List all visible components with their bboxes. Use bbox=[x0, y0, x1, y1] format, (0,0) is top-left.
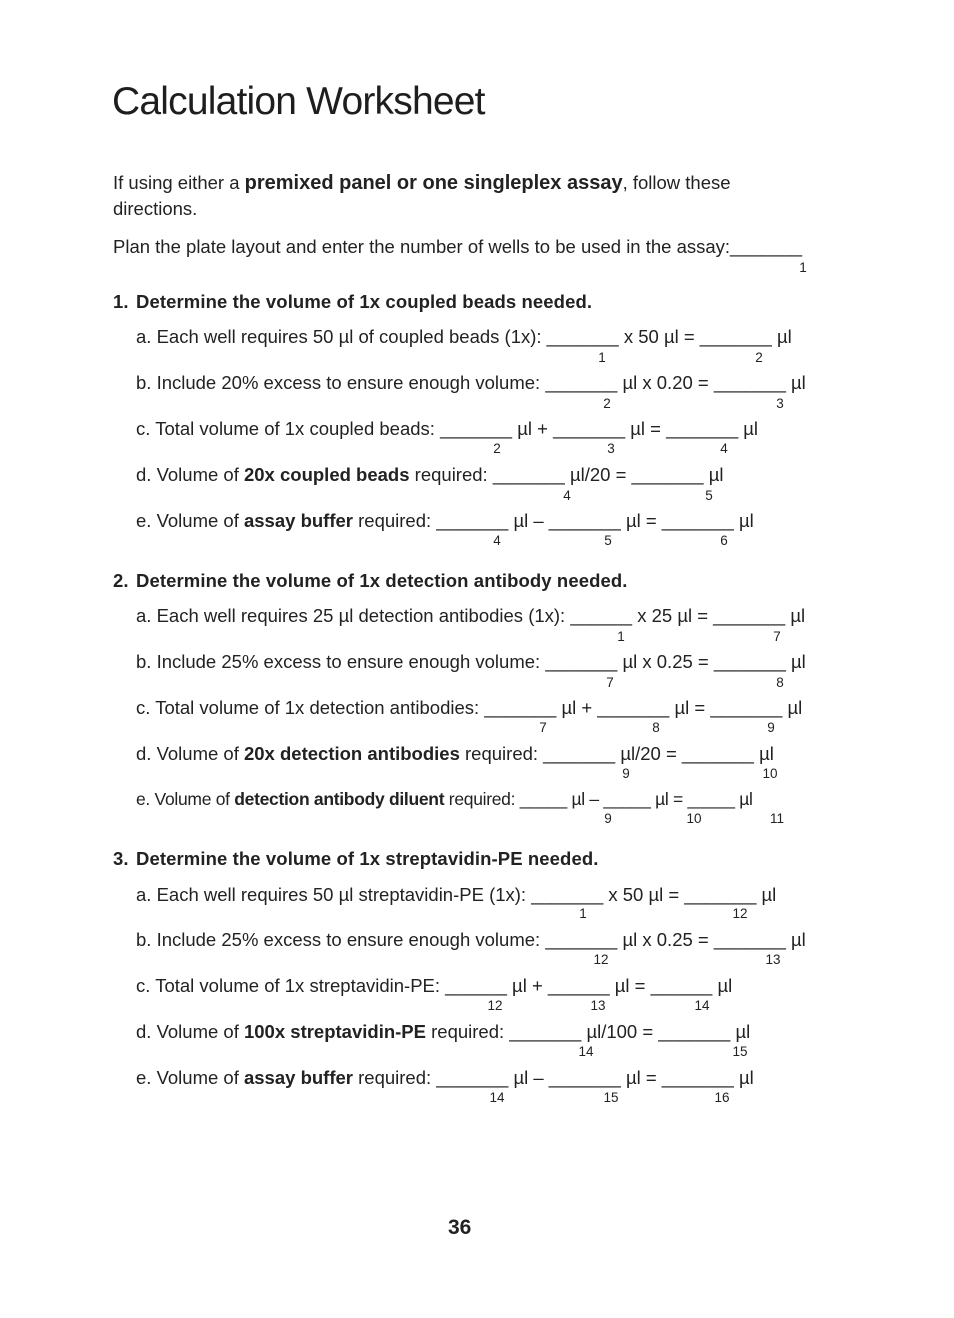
intro-post: , follow these directions. bbox=[113, 172, 731, 219]
line-3c: c. Total volume of 1x streptavidin-PE: ______ µl + ______ µl = ______ µl bbox=[136, 975, 733, 996]
sub-2b-1: 7 bbox=[606, 675, 614, 690]
sub-2c-3: 9 bbox=[767, 720, 775, 735]
line-2e-pre: e. Volume of bbox=[136, 789, 235, 809]
sub-2a-1: 1 bbox=[617, 629, 625, 644]
line-1e-post: required: _______ µl – _______ µl = _______ µl bbox=[352, 510, 754, 531]
line-3d-post: required: _______ µl/100 = _______ µl bbox=[425, 1021, 751, 1042]
sub-1d-2: 5 bbox=[705, 488, 713, 503]
sub-3e-3: 16 bbox=[714, 1090, 730, 1105]
line-3d-pre: d. Volume of bbox=[136, 1021, 244, 1042]
section-number: 1. bbox=[113, 291, 129, 312]
sub-2c-2: 8 bbox=[652, 720, 660, 735]
line-2d-bold: 20x detection antibodies bbox=[243, 743, 460, 764]
sub-3a-2: 12 bbox=[732, 906, 748, 921]
line-2e-bold: detection antibody diluent bbox=[234, 789, 445, 809]
sub-1c-1: 2 bbox=[493, 441, 501, 456]
sub-3c-3: 14 bbox=[694, 998, 710, 1013]
line-2c: c. Total volume of 1x detection antibodies: _______ µl + _______ µl = _______ µl bbox=[136, 697, 803, 718]
line-3d-bold: 100x streptavidin-PE bbox=[243, 1021, 426, 1042]
line-1b: b. Include 20% excess to ensure enough volume: _______ µl x 0.20 = _______ µl bbox=[136, 372, 806, 393]
line-2d bbox=[136, 743, 774, 765]
sub-1e-3: 6 bbox=[720, 533, 728, 548]
sub-2b-2: 8 bbox=[776, 675, 784, 690]
line-1e-bold: assay buffer bbox=[243, 510, 353, 531]
section-heading-text: Determine the volume of 1x detection antibody needed. bbox=[136, 570, 628, 591]
section-heading-text: Determine the volume of 1x streptavidin-PE needed. bbox=[136, 848, 599, 869]
line-3e-pre: e. Volume of bbox=[136, 1067, 244, 1088]
sub-2a-2: 7 bbox=[773, 629, 781, 644]
sub-3a-1: 1 bbox=[579, 906, 587, 921]
sub-3e-2: 15 bbox=[603, 1090, 619, 1105]
line-2d-pre: d. Volume of bbox=[136, 743, 244, 764]
line-2a: a. Each well requires 25 µl detection antibodies (1x): ______ x 25 µl = _______ µl bbox=[136, 605, 806, 626]
line-2b: b. Include 25% excess to ensure enough volume: _______ µl x 0.25 = _______ µl bbox=[136, 651, 806, 672]
section-number: 3. bbox=[113, 848, 129, 869]
section-number: 2. bbox=[113, 570, 129, 591]
sub-1c-2: 3 bbox=[607, 441, 615, 456]
sub-1a-1: 1 bbox=[598, 350, 606, 365]
plan-line: Plan the plate layout and enter the number of wells to be used in the assay:_______ bbox=[113, 236, 803, 257]
line-2e-post: required: _____ µl – _____ µl = _____ µl bbox=[444, 789, 753, 809]
intro-bold: premixed panel or one singleplex assay bbox=[244, 172, 623, 194]
sub-2d-2: 10 bbox=[762, 766, 778, 781]
sub-1a-2: 2 bbox=[755, 350, 763, 365]
sub-1d-1: 4 bbox=[563, 488, 571, 503]
line-1e-pre: e. Volume of bbox=[136, 510, 244, 531]
sub-1b-1: 2 bbox=[603, 396, 611, 411]
line-3e bbox=[136, 1067, 754, 1089]
page-title: Calculation Worksheet bbox=[112, 80, 485, 123]
sub-3e-1: 14 bbox=[489, 1090, 505, 1105]
line-3a: a. Each well requires 50 µl streptavidin-PE (1x): _______ x 50 µl = _______ µl bbox=[136, 884, 777, 905]
line-1c: c. Total volume of 1x coupled beads: _______ µl + _______ µl = _______ µl bbox=[136, 418, 759, 439]
sub-2e-3: 11 bbox=[769, 811, 785, 826]
sub-1e-2: 5 bbox=[604, 533, 612, 548]
line-2e bbox=[136, 789, 753, 810]
intro-paragraph bbox=[113, 170, 813, 221]
sub-3d-2: 15 bbox=[732, 1044, 748, 1059]
sub-3b-1: 12 bbox=[593, 952, 609, 967]
sub-2d-1: 9 bbox=[622, 766, 630, 781]
sub-2e-1: 9 bbox=[604, 811, 612, 826]
section-2-heading bbox=[113, 570, 628, 592]
sub-3c-1: 12 bbox=[487, 998, 503, 1013]
sub-1e-1: 4 bbox=[493, 533, 501, 548]
intro-pre: If using either a bbox=[113, 172, 245, 193]
sub-2e-2: 10 bbox=[686, 811, 702, 826]
sub-1b-2: 3 bbox=[776, 396, 784, 411]
sub-3d-1: 14 bbox=[578, 1044, 594, 1059]
line-3e-bold: assay buffer bbox=[243, 1067, 353, 1088]
line-3e-post: required: _______ µl – _______ µl = _______ µl bbox=[352, 1067, 754, 1088]
line-2d-post: required: _______ µl/20 = _______ µl bbox=[459, 743, 774, 764]
line-3b: b. Include 25% excess to ensure enough volume: _______ µl x 0.25 = _______ µl bbox=[136, 929, 806, 950]
sub-3b-2: 13 bbox=[765, 952, 781, 967]
line-1a: a. Each well requires 50 µl of coupled beads (1x): _______ x 50 µl = _______ µl bbox=[136, 326, 792, 347]
sub-2c-1: 7 bbox=[539, 720, 547, 735]
section-heading-text: Determine the volume of 1x coupled beads needed. bbox=[136, 291, 593, 312]
page-number: 36 bbox=[448, 1216, 472, 1239]
line-3d bbox=[136, 1021, 750, 1043]
sub-3c-2: 13 bbox=[590, 998, 606, 1013]
line-1d-pre: d. Volume of bbox=[136, 464, 244, 485]
sub-1c-3: 4 bbox=[720, 441, 728, 456]
section-3-heading bbox=[113, 848, 598, 870]
line-1d-post: required: _______ µl/20 = _______ µl bbox=[409, 464, 724, 485]
line-1d-bold: 20x coupled beads bbox=[243, 464, 410, 485]
line-1d bbox=[136, 464, 724, 486]
line-1e bbox=[136, 510, 754, 532]
plan-sub: 1 bbox=[799, 260, 807, 275]
section-1-heading bbox=[113, 291, 592, 313]
